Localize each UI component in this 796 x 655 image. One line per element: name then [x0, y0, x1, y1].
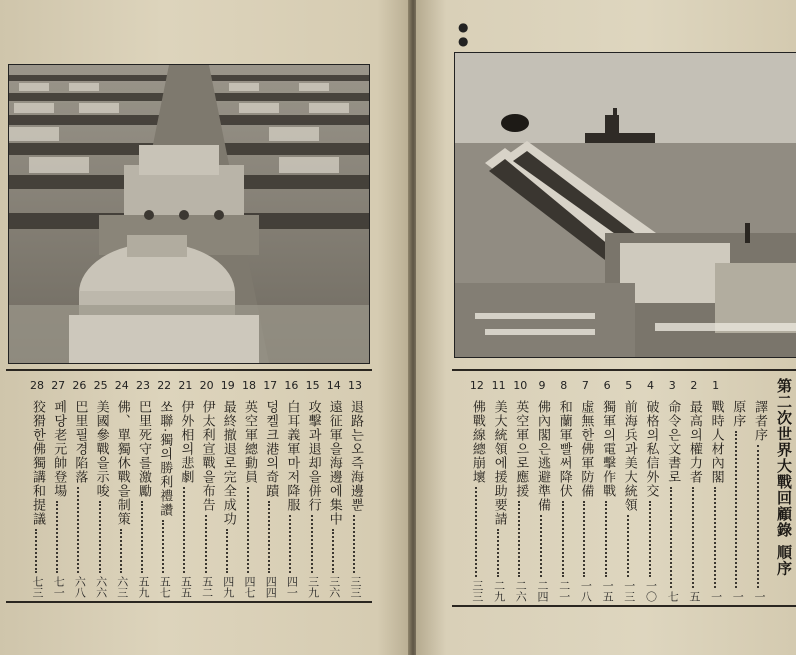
entry-page-number: 四七	[243, 576, 256, 598]
entry-number: 6	[603, 379, 611, 392]
entry-title: 和蘭軍빨써降伏	[556, 400, 572, 498]
dot-leader	[735, 431, 739, 588]
left-entry	[304, 374, 322, 598]
entry-number: 19	[220, 379, 235, 392]
left-entry	[282, 374, 300, 598]
dot-leader	[141, 501, 145, 573]
entry-title: 虛無한佛軍防備	[578, 400, 594, 498]
right-entry	[468, 374, 486, 602]
entry-title: 巴里死守를激勵	[136, 400, 151, 498]
dot-leader	[289, 515, 293, 573]
dot-leader	[583, 501, 587, 577]
entry-title: 白耳義軍마저降服	[284, 400, 300, 512]
entry-page-number: 二六	[514, 580, 528, 602]
entry-number: 13	[348, 379, 362, 392]
entry-title: 美大統領에援助要請	[491, 400, 507, 526]
right-entry	[663, 374, 681, 602]
entry-title: 破格의私信外交	[643, 400, 659, 498]
entry-title: 쏘聯·獨의勝利禮讚	[157, 400, 173, 518]
dot-leader	[332, 529, 336, 573]
entry-number: 12	[469, 379, 484, 392]
entry-page-number: 一	[709, 591, 723, 602]
entry-page-number: 五九	[137, 576, 150, 598]
left-entry	[346, 374, 364, 598]
dot-leader	[120, 529, 124, 573]
left-entry	[261, 374, 279, 598]
dot-leader	[497, 529, 501, 577]
entry-number: 3	[668, 379, 676, 392]
left-entry	[240, 374, 258, 598]
entry-page-number: 七三	[31, 576, 44, 598]
entry-title: 伊外相의悲劇	[178, 400, 194, 484]
entry-number: 28	[30, 379, 44, 392]
entry-number: 24	[114, 379, 129, 392]
left-bottom-rule	[6, 601, 372, 603]
entry-number: 20	[199, 379, 214, 392]
right-entry	[728, 374, 746, 602]
right-entry	[642, 374, 660, 602]
dot-leader	[56, 501, 60, 573]
dot-leader	[353, 515, 357, 573]
battleship-guns-photo	[454, 52, 796, 358]
entry-title: 英空軍總動員	[242, 400, 257, 484]
entry-title: 戰時人材內閣	[708, 400, 724, 484]
dot-leader	[518, 501, 522, 577]
entry-title: 덩켈크港의奇蹟	[263, 400, 279, 498]
right-top-rule	[452, 369, 796, 371]
dot-leader	[540, 515, 544, 577]
entry-number: 16	[284, 379, 299, 392]
entry-page-number: 五五	[179, 576, 193, 598]
left-entry	[92, 374, 110, 598]
entry-title: 페당老元帥登場	[51, 400, 67, 498]
entry-number: 22	[157, 379, 172, 392]
entry-number: 7	[581, 379, 589, 392]
left-entry	[134, 374, 152, 598]
entry-page-number: 一	[731, 591, 745, 602]
entry-title: 英空軍으로應援	[513, 400, 529, 498]
entry-title: 最終撤退로完全成功	[220, 400, 236, 526]
dot-leader	[35, 529, 39, 573]
entry-page-number: 三三	[470, 580, 484, 602]
left-toc	[0, 374, 410, 598]
dot-leader	[757, 445, 761, 588]
dot-leader	[205, 515, 209, 573]
dot-leader	[99, 501, 103, 573]
entry-number: 9	[538, 379, 546, 392]
dot-leader	[627, 515, 631, 577]
left-entry	[70, 374, 88, 598]
entry-page-number: 六六	[94, 576, 108, 598]
entry-title: 狡猾한佛獨講和提議	[30, 400, 45, 526]
right-entry	[685, 374, 703, 602]
dot-leader	[649, 501, 653, 577]
entry-page-number: 四四	[264, 576, 278, 598]
right-toc	[416, 374, 796, 602]
left-entry	[325, 374, 343, 598]
entry-page-number: 一五	[601, 580, 615, 602]
right-entry	[533, 374, 551, 602]
entry-number: 2	[690, 379, 698, 392]
entry-page-number: 一三	[622, 580, 636, 602]
dot-leader	[605, 501, 609, 577]
entry-title: 退路는오즉海邊뿐	[348, 400, 363, 512]
dot-leader	[311, 515, 315, 573]
entry-number: 27	[51, 379, 66, 392]
entry-page-number: 七一	[52, 576, 66, 598]
entry-title: 譯者序	[752, 400, 767, 442]
entry-page-number: 三六	[327, 576, 341, 598]
left-entry	[28, 374, 46, 598]
entry-page-number: 二一	[557, 580, 571, 602]
entry-number: 17	[263, 379, 278, 392]
entry-number: 11	[491, 379, 506, 392]
right-entry	[511, 374, 529, 602]
entry-page-number: 六三	[115, 576, 129, 598]
right-entry	[750, 374, 768, 602]
entry-page-number: 五	[687, 591, 701, 602]
dot-leader	[226, 529, 230, 573]
entry-title: 前海兵과美大統領	[621, 400, 637, 512]
entry-number: 15	[305, 379, 320, 392]
entry-title: 佛、單獨休戰을制策	[114, 400, 130, 526]
left-entry	[113, 374, 131, 598]
entry-title: 巴里필경陷落	[72, 400, 88, 484]
entry-title: 攻擊과退却을併行	[305, 400, 321, 512]
dot-leader	[692, 487, 696, 588]
entry-page-number: 七	[666, 591, 680, 602]
right-entry	[620, 374, 638, 602]
right-entry	[598, 374, 616, 602]
dot-leader	[562, 501, 566, 577]
entry-title: 獨軍의電擊作戰	[600, 400, 616, 498]
left-entry	[176, 374, 194, 598]
entry-page-number: 六八	[73, 576, 87, 598]
entry-number: 21	[178, 379, 193, 392]
entry-page-number: 二四	[536, 580, 549, 602]
left-entry	[155, 374, 173, 598]
entry-title: 命令은文書로	[665, 400, 681, 484]
entry-page-number: 五二	[200, 576, 214, 598]
book-heading: 第二次世界大戰回顧錄 順序	[775, 378, 793, 577]
dot-leader	[670, 487, 674, 588]
entry-number: 4	[647, 379, 654, 392]
right-page	[416, 0, 796, 655]
entry-page-number: 四一	[285, 576, 299, 598]
entry-title: 遠征軍을海邊에集中	[326, 400, 342, 526]
right-entry	[490, 374, 508, 602]
entry-title: 佛戰線總崩壞	[469, 400, 485, 484]
entry-page-number: 二九	[492, 580, 506, 602]
entry-page-number: 三三	[349, 576, 362, 598]
entry-page-number: 五七	[158, 576, 172, 598]
entry-page-number: 四九	[221, 576, 235, 598]
entry-page-number: 一八	[579, 580, 593, 602]
entry-page-number: 三九	[306, 576, 320, 598]
entry-page-number: 一〇	[644, 580, 658, 602]
left-entry	[198, 374, 216, 598]
entry-title: 伊太利宣戰을布告	[199, 400, 215, 512]
right-entry	[707, 374, 725, 602]
entry-number: 18	[242, 379, 256, 392]
entry-number: 14	[326, 379, 341, 392]
left-top-rule	[6, 369, 372, 371]
entry-title: 佛內閣은逃避準備	[535, 400, 550, 512]
right-entry	[576, 374, 594, 602]
dot-leader	[162, 520, 166, 573]
entry-number: 8	[560, 379, 568, 392]
entry-page-number: 一	[753, 591, 766, 602]
dot-leader	[714, 487, 718, 588]
tank-column-photo	[8, 64, 370, 364]
left-entry	[49, 374, 67, 598]
right-bottom-rule	[452, 605, 796, 607]
dot-leader	[268, 501, 272, 573]
entry-number: 25	[93, 379, 108, 392]
right-entry	[555, 374, 573, 602]
dot-leader	[475, 487, 479, 577]
dot-leader	[77, 487, 81, 573]
entry-title: 最高의權力者	[686, 400, 702, 484]
entry-title: 美國參戰을示唆	[93, 400, 109, 498]
dot-leader	[183, 487, 187, 573]
entry-number: 26	[72, 379, 87, 392]
dot-leader	[247, 487, 251, 573]
entry-number: 10	[513, 379, 528, 392]
entry-number: 5	[625, 379, 633, 392]
left-entry	[219, 374, 237, 598]
entry-title: 原序	[730, 400, 746, 428]
entry-number: 23	[136, 379, 150, 392]
page-mark: ● ●	[458, 20, 469, 48]
entry-number: 1	[712, 379, 720, 392]
